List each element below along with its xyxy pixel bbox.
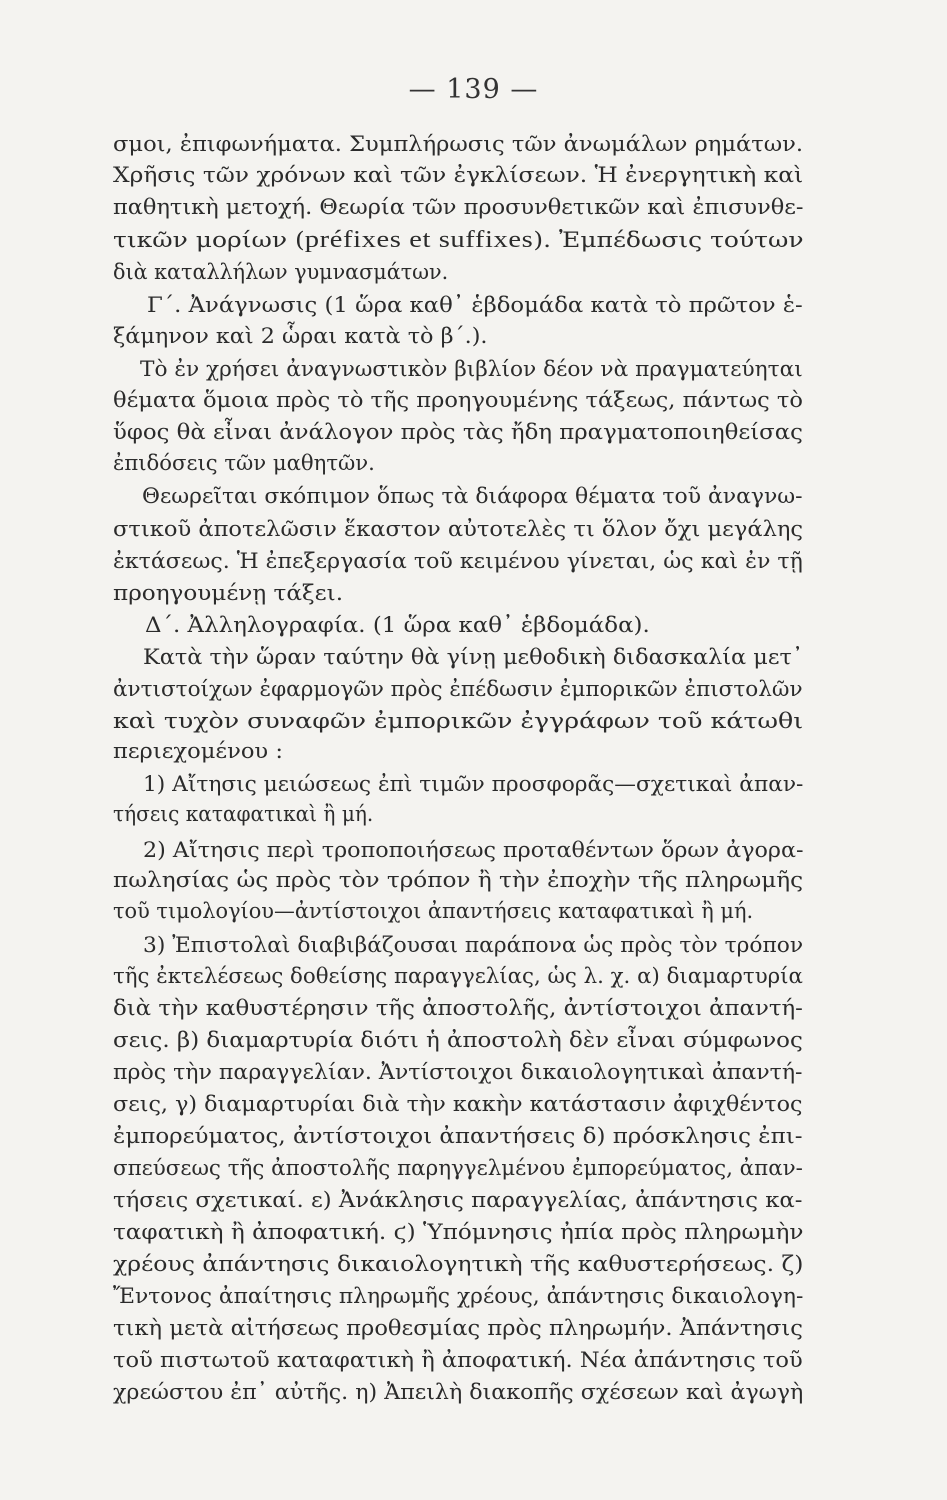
text-line: Γ΄. Ἀνάγνωσις (1 ὥρα καθ᾿ ἑβδομάδα κατὰ τὸ πρῶτον ἑ- (147, 293, 803, 317)
text-line: ἀντιστοίχων ἐφαρμογῶν πρὸς ἐπέδωσιν ἐμπορικῶν ἐπιστολῶν (113, 677, 803, 701)
text-line: ὕφος θὰ εἶναι ἀνάλογον πρὸς τὰς ἤδη πραγματοποιηθείσας (113, 420, 803, 444)
text-line: 3) Ἐπιστολαὶ διαβιβάζουσαι παράπονα ὡς πρὸς τὸν τρόπον (143, 933, 804, 957)
text-line: 1) Αἴτησις μειώσεως ἐπὶ τιμῶν προσφορᾶς—σχετικαὶ ἀπαν- (143, 772, 804, 796)
text-line: Ἔντονος ἀπαίτησις πληρωμῆς χρέους, ἀπάντησις δικαιολογη- (113, 1284, 804, 1308)
text-line: τικὴ μετὰ αἰτήσεως προθεσμίας πρὸς πληρωμήν. Ἀπάντησις (113, 1316, 803, 1340)
text-line: τήσεις σχετικαί. ε) Ἀνάκλησις παραγγελίας, ἀπάντησις κα- (113, 1188, 803, 1212)
text-line: Τὸ ἐν χρήσει ἀναγνωστικὸν βιβλίον δέον νὰ πραγματεύηται (140, 357, 803, 381)
text-line: σπεύσεως τῆς ἀποστολῆς παρηγγελμένου ἐμπορεύματος, ἀπαν- (113, 1156, 803, 1180)
text-line: θέματα ὅμοια πρὸς τὸ τῆς προηγουμένης τάξεως, πάντως τὸ (113, 388, 803, 412)
text-line: σεις, γ) διαμαρτυρίαι διὰ τὴν κακὴν κατάστασιν ἀφιχθέντος (113, 1092, 803, 1116)
text-line: σεις. β) διαμαρτυρία διότι ἡ ἀποστολὴ δὲν εἶναι σύμφωνος (113, 1028, 803, 1052)
text-line: διὰ τὴν καθυστέρησιν τῆς ἀποστολῆς, ἀντίστοιχοι ἀπαντή- (113, 996, 803, 1020)
text-line: ταφατικὴ ἢ ἀποφατική. ϛ) Ὑπόμνησις ἠπία πρὸς πληρωμὴν (113, 1220, 804, 1244)
text-line: τοῦ τιμολογίου—ἀντίστοιχοι ἀπαντήσεις καταφατικαὶ ἢ μή. (113, 899, 754, 923)
text-line: ἐκτάσεως. Ἡ ἐπεξεργασία τοῦ κειμένου γίνεται, ὡς καὶ ἐν τῇ (113, 549, 803, 573)
text-line: καὶ τυχὸν συναφῶν ἐμπορικῶν ἐγγράφων τοῦ κάτωθι (113, 709, 804, 733)
text-line: τήσεις καταφατικαὶ ἢ μή. (113, 802, 374, 826)
text-line: χρέους ἀπάντησις δικαιολογητικὴ τῆς καθυστερήσεως. ζ) (113, 1252, 804, 1276)
text-line: στικοῦ ἀποτελῶσιν ἕκαστον αὐτοτελὲς τι ὅλον ὄχι μεγάλης (113, 517, 804, 541)
text-line: περιεχομένου : (113, 739, 283, 763)
text-line: Χρῆσις τῶν χρόνων καὶ τῶν ἐγκλίσεων. Ἡ ἐνεργητικὴ καὶ (113, 163, 804, 187)
text-line: χρεώστου ἐπ᾿ αὐτῆς. η) Ἀπειλὴ διακοπῆς σχέσεων καὶ ἀγωγὴ (113, 1380, 804, 1404)
text-line: Θεωρεῖται σκόπιμον ὅπως τὰ διάφορα θέματα τοῦ ἀναγνω- (142, 484, 803, 508)
text-line: Κατὰ τὴν ὥραν ταύτην θὰ γίνῃ μεθοδικὴ διδασκαλία μετ᾿ (143, 645, 804, 669)
page-number: — 139 — (408, 74, 539, 105)
text-line: προηγουμένῃ τάξει. (113, 581, 344, 605)
text-line: ἐπιδόσεις τῶν μαθητῶν. (113, 451, 375, 475)
text-line: τῆς ἐκτελέσεως δοθείσης παραγγελίας, ὡς λ. χ. α) διαμαρτυρία (113, 964, 803, 988)
text-line: παθητικὴ μετοχή. Θεωρία τῶν προσυνθετικῶν καὶ ἐπισυνθε- (113, 195, 804, 219)
text-line: ἐμπορεύματος, ἀντίστοιχοι ἀπαντήσεις δ) πρόσκλησις ἐπι- (113, 1124, 803, 1148)
text-line: διὰ καταλλήλων γυμνασμάτων. (113, 260, 449, 284)
text-line: τικῶν μορίων (préfixes et suffixes). Ἐμπέδωσις τούτων (113, 227, 804, 253)
text-line: ξάμηνον καὶ 2 ὧραι κατὰ τὸ β΄.). (113, 324, 488, 348)
text-line: Δ΄. Ἀλληλογραφία. (1 ὥρα καθ᾿ ἑβδομάδα). (145, 613, 650, 637)
text-line: πωλησίας ὡς πρὸς τὸν τρόπον ἢ τὴν ἐποχὴν τῆς πληρωμῆς (113, 868, 804, 892)
text-line: τοῦ πιστωτοῦ καταφατικὴ ἢ ἀποφατική. Νέα ἀπάντησις τοῦ (113, 1348, 803, 1372)
text-line: σμοι, ἐπιφωνήματα. Συμπλήρωσις τῶν ἀνωμάλων ρημάτων. (113, 132, 804, 156)
text-line: 2) Αἴτησις περὶ τροποποιήσεως προταθέντων ὅρων ἀγορα- (143, 838, 804, 862)
text-line: πρὸς τὴν παραγγελίαν. Ἀντίστοιχοι δικαιολογητικαὶ ἀπαντή- (113, 1060, 803, 1084)
